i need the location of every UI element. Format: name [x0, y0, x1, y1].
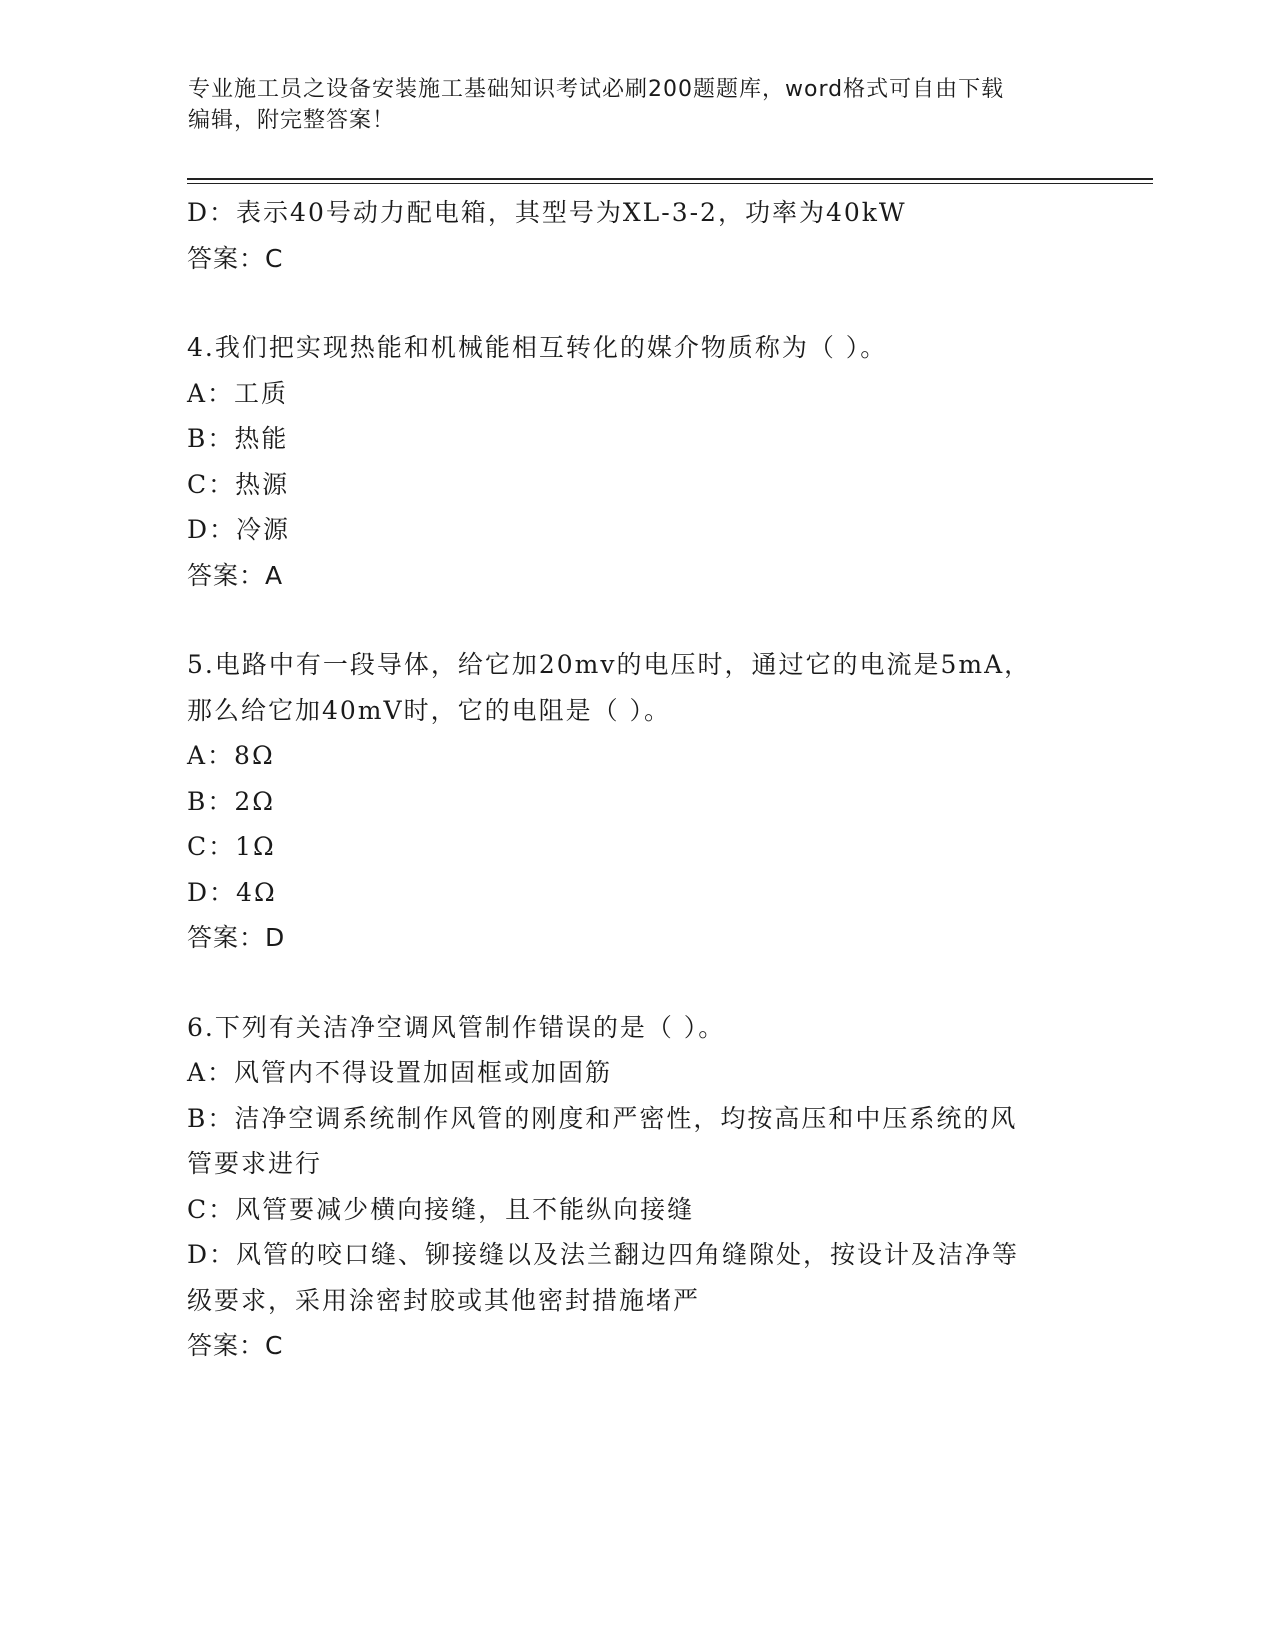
header-title-line-1: 专业施工员之设备安装施工基础知识考试必刷200题题库，word格式可自由下载 [188, 77, 1005, 102]
option-d: D：表示40号动力配电箱，其型号为XL-3-2，功率为40kW [187, 198, 907, 227]
option-d: D：冷源 [187, 515, 291, 544]
option-c: C：1Ω [187, 832, 276, 861]
question-stem: 5.电路中有一段导体，给它加20mv的电压时，通过它的电流是5mA， [187, 650, 1032, 679]
option-d-continued: 级要求，采用涂密封胶或其他密封措施堵严 [187, 1285, 701, 1315]
question-4 [187, 325, 1087, 598]
option-a: A：工质 [187, 378, 289, 408]
question-stem: 4.我们把实现热能和机械能相互转化的媒介物质称为（ ）。 [187, 333, 888, 362]
header-divider-thick [187, 178, 1153, 180]
question-6 [187, 1005, 1087, 1369]
option-c: C：风管要减少横向接缝，且不能纵向接缝 [187, 1194, 695, 1224]
option-b-continued: 管要求进行 [187, 1149, 323, 1178]
question-list [187, 190, 1087, 1369]
question-stem: 6.下列有关洁净空调风管制作错误的是（ ）。 [187, 1012, 726, 1042]
question-stem-continued: 那么给它加40mV时，它的电阻是（ ）。 [187, 695, 672, 725]
option-a: A：风管内不得设置加固框或加固筋 [187, 1058, 613, 1087]
answer-line: 答案：D [187, 923, 286, 952]
question-spacer [187, 961, 1087, 1005]
option-a: A：8Ω [187, 741, 275, 770]
answer-line: 答案：C [187, 1331, 284, 1360]
question-spacer [187, 281, 1087, 325]
option-d: D：风管的咬口缝、铆接缝以及法兰翻边四角缝隙处，按设计及洁净等 [187, 1240, 1020, 1269]
question-spacer [187, 598, 1087, 642]
document-header [188, 74, 1068, 136]
answer-line: 答案：C [187, 243, 284, 273]
question-5 [187, 642, 1087, 961]
option-c: C：热源 [187, 469, 290, 499]
option-b: B：2Ω [187, 786, 276, 816]
header-divider-thin [187, 183, 1153, 184]
option-b: B：热能 [187, 424, 289, 453]
option-d: D：4Ω [187, 877, 277, 907]
question-3-tail [187, 190, 1087, 281]
option-b: B：洁净空调系统制作风管的刚度和严密性，均按高压和中压系统的风 [187, 1103, 1018, 1133]
answer-line: 答案：A [187, 560, 284, 590]
header-title-line-2: 编辑，附完整答案！ [188, 108, 396, 133]
